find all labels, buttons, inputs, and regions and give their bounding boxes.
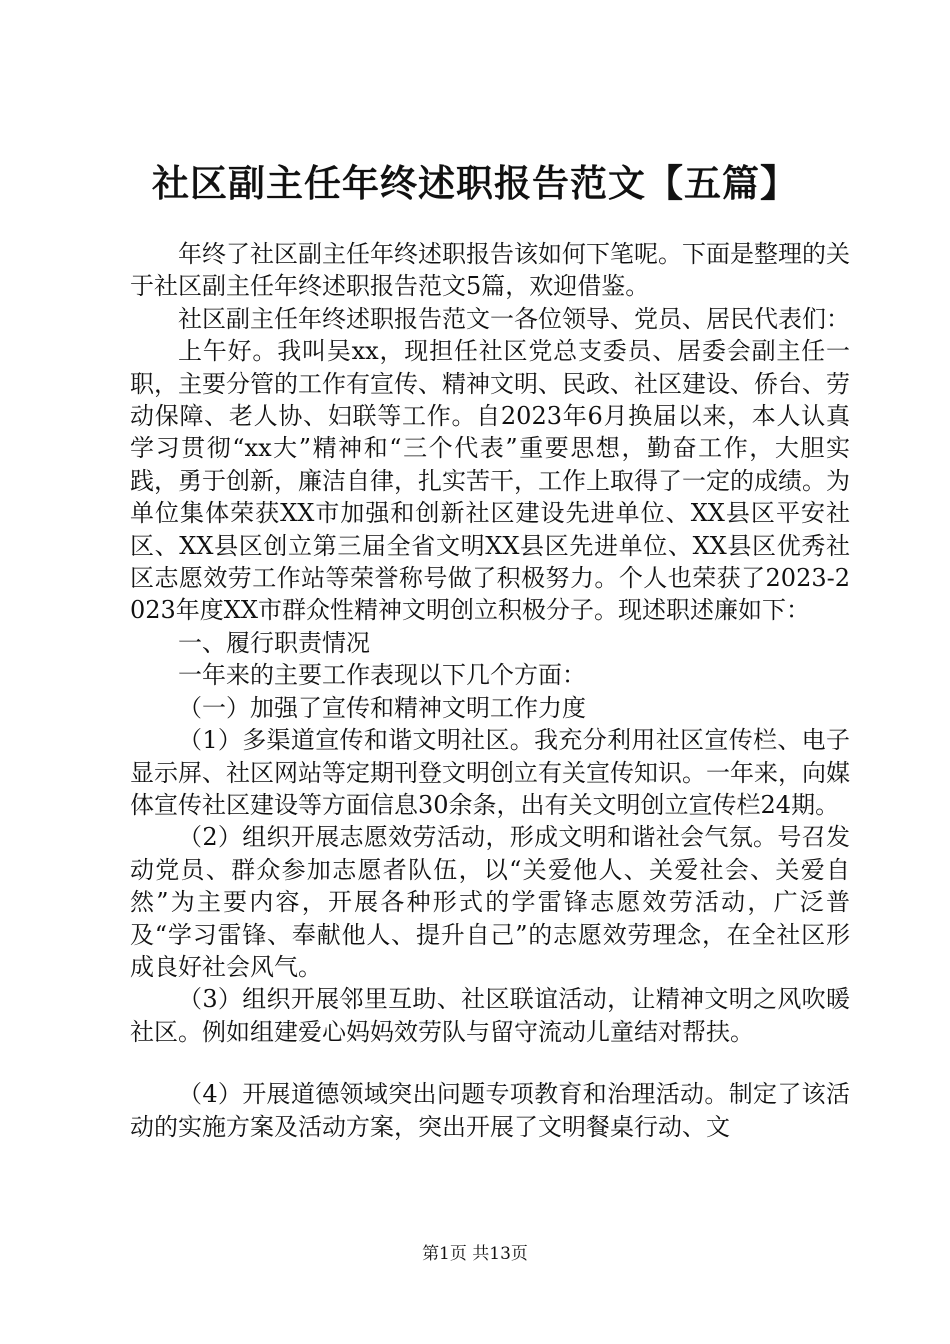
paragraph-item-4: （4）开展道德领域突出问题专项教育和治理活动。制定了该活动的实施方案及活动方案，突出开展了文明餐桌行动、文 — [130, 1080, 850, 1141]
paragraph-intro: 年终了社区副主任年终述职报告该如何下笔呢。下面是整理的关于社区副主任年终述职报告范文5篇，欢迎借鉴。 — [130, 240, 850, 301]
document-title: 社区副主任年终述职报告范文【五篇】 — [152, 161, 798, 205]
section-heading-duties: 一、履行职责情况 — [178, 628, 370, 657]
document-body — [130, 238, 850, 1143]
paragraph-opening: 上午好。我叫吴xx，现担任社区党总支委员、居委会副主任一职，主要分管的工作有宣传、精神文明、民政、社区建设、侨台、劳动保障、老人协、妇联等工作。自2023年6月换届以来，本人认真学习贯彻“xx大”精神和“三个代表”重要思想，勤奋工作，大胆实践，勇于创新，廉洁自律，扎实苦干，工作上取得了一定的成绩。为单位集体荣获XX市加强和创新社区建设先进单位、XX县区平安社区、XX县区创立第三届全省文明XX县区先进单位、XX县区优秀社区志愿效劳工作站等荣誉称号做了积极努力。个人也荣获了2023-2023年度XX市群众性精神文明创立积极分子。现述职述廉如下： — [130, 337, 850, 625]
paragraph-item-3: （3）组织开展邻里互助、社区联谊活动，让精神文明之风吹暖社区。例如组建爱心妈妈效劳队与留守流动儿童结对帮扶。 — [130, 985, 850, 1046]
paragraph-item-2: （2）组织开展志愿效劳活动，形成文明和谐社会气氛。号召发动党员、群众参加志愿者队伍，以“关爱他人、关爱社会、关爱自然”为主要内容，开展各种形式的学雷锋志愿效劳活动，广泛普及“学习雷锋、奉献他人、提升自己”的志愿效劳理念，在全社区形成良好社会风气。 — [130, 823, 850, 981]
subsection-heading-publicity: （一）加强了宣传和精神文明工作力度 — [178, 693, 586, 722]
page-number-footer: 第1页 共13页 — [422, 1244, 528, 1264]
paragraph-salutation: 社区副主任年终述职报告范文一各位领导、党员、居民代表们： — [178, 304, 850, 333]
paragraph-overview: 一年来的主要工作表现以下几个方面： — [178, 661, 586, 690]
paragraph-item-1: （1）多渠道宣传和谐文明社区。我充分利用社区宣传栏、电子显示屏、社区网站等定期刊登文明创立有关宣传知识。一年来，向媒体宣传社区建设等方面信息30余条，出有关文明创立宣传栏24期。 — [130, 726, 850, 819]
